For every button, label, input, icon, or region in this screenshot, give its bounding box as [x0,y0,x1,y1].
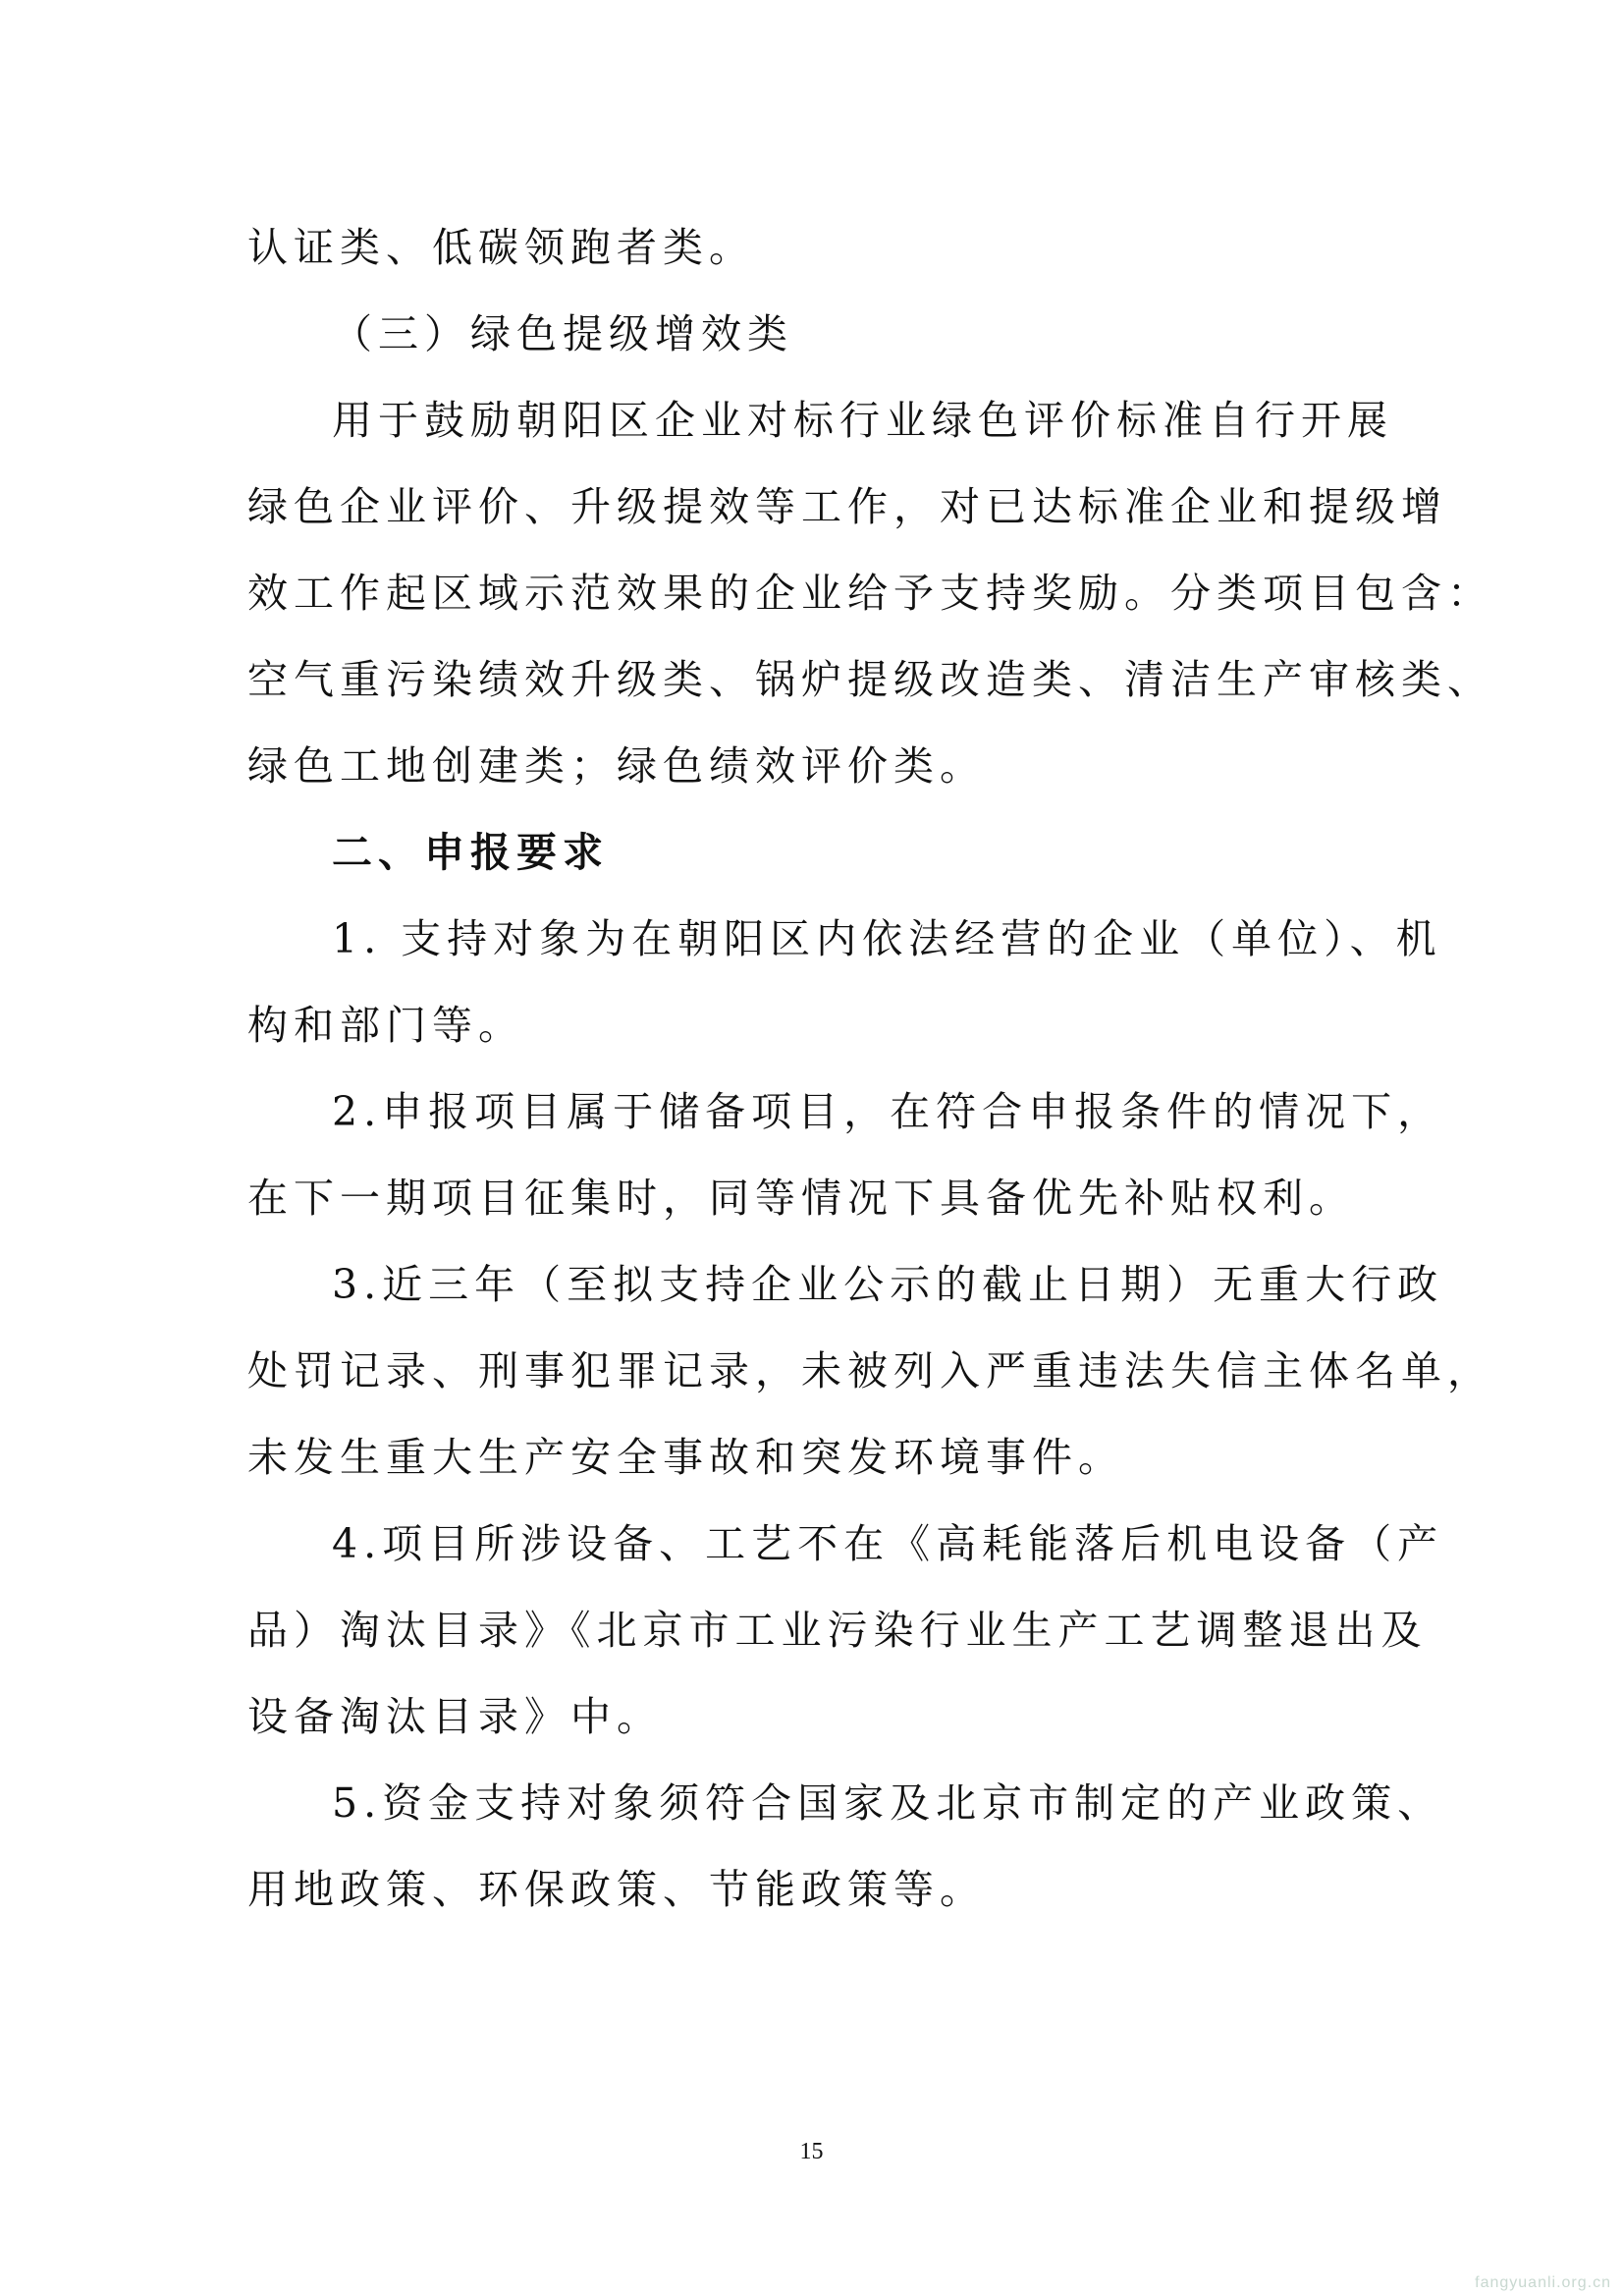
page-number: 15 [799,2139,824,2164]
requirement-4-line: 设备淘汰目录》中。 [247,1693,663,1740]
document-body [247,204,1493,1933]
requirement-3-line: 未发生重大生产安全事故和突发环境事件。 [247,1434,1124,1481]
paragraph-line: 绿色工地创建类；绿色绩效评价类。 [247,742,986,790]
requirement-5-line: 用地政策、环保政策、节能政策等。 [247,1866,986,1913]
paragraph-line: 用于鼓励朝阳区企业对标行业绿色评价标准自行开展 [332,397,1393,444]
requirement-2-line: 在下一期项目征集时，同等情况下具备优先补贴权利。 [247,1175,1355,1222]
requirement-1-line: 1. 支持对象为在朝阳区内依法经营的企业（单位）、机 [332,915,1442,962]
requirement-5-line: 5.资金支持对象须符合国家及北京市制定的产业政策、 [332,1779,1444,1827]
paragraph-line: 空气重污染绩效升级类、锅炉提级改造类、清洁生产审核类、 [247,656,1493,703]
paragraph-line: 效工作起区域示范效果的企业给予支持奖励。分类项目包含： [247,570,1493,617]
watermark: fangyuanli.org.cn [1475,2274,1611,2291]
requirement-3-line: 3.近三年（至拟支持企业公示的截止日期）无重大行政 [332,1261,1444,1308]
requirement-2-line: 2.申报项目属于储备项目，在符合申报条件的情况下， [332,1088,1444,1135]
subheading-green-upgrade: （三）绿色提级增效类 [332,310,793,357]
paragraph-line: 绿色企业评价、升级提效等工作，对已达标准企业和提级增 [247,483,1447,530]
requirement-3-line: 处罚记录、刑事犯罪记录，未被列入严重违法失信主体名单， [247,1347,1493,1394]
requirement-4-line: 4.项目所涉设备、工艺不在《高耗能落后机电设备（产 [332,1520,1444,1567]
paragraph-line: 认证类、低碳领跑者类。 [247,224,755,271]
requirement-4-line: 品）淘汰目录》《北京市工业污染行业生产工艺调整退出及 [247,1607,1428,1654]
section-heading-requirements: 二、申报要求 [332,829,609,876]
requirement-1-line: 构和部门等。 [247,1002,524,1049]
